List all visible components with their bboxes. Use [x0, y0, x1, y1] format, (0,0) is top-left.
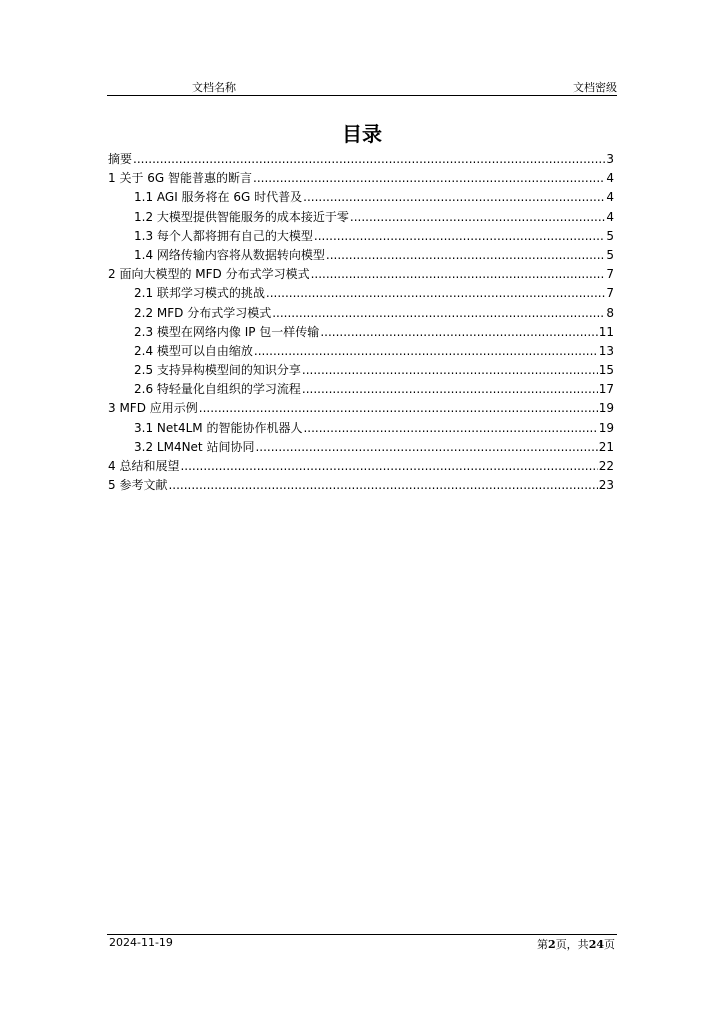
toc-title: 目录 — [342, 122, 382, 146]
toc-entry[interactable] — [108, 380, 614, 399]
toc-entry-page-number: 8 — [606, 305, 614, 320]
footer-page-mid: 页，共 — [555, 938, 589, 951]
toc-entry-label: 3.2 LM4Net 站间协同 — [134, 439, 255, 454]
toc-dot-leader — [314, 227, 605, 246]
toc-entry-label: 3.1 Net4LM 的智能协作机器人 — [134, 420, 303, 435]
toc-entry-label: 摘要 — [108, 152, 133, 166]
toc-entry-page-number: 5 — [606, 228, 614, 243]
toc-entry-page-number: 21 — [598, 439, 614, 454]
toc-entry[interactable] — [108, 361, 614, 380]
table-of-contents — [108, 150, 614, 495]
toc-entry[interactable] — [108, 419, 614, 438]
toc-dot-leader — [133, 150, 605, 169]
toc-dot-leader — [326, 246, 605, 265]
toc-entry-page-number: 4 — [606, 190, 614, 205]
toc-entry-label: 2.4 模型可以自由缩放 — [134, 343, 253, 358]
toc-entry[interactable] — [108, 304, 614, 323]
toc-entry-label: 1.4 网络传输内容将从数据转向模型 — [134, 247, 325, 262]
toc-entry[interactable] — [108, 150, 614, 169]
toc-entry-label: 1.2 大模型提供智能服务的成本接近于零 — [134, 209, 349, 224]
toc-entry[interactable] — [108, 227, 614, 246]
toc-entry[interactable] — [108, 323, 614, 342]
toc-entry-page-number: 5 — [606, 247, 614, 262]
toc-entry-page-number: 22 — [598, 459, 614, 473]
toc-entry-label: 4 总结和展望 — [108, 459, 180, 473]
toc-entry-label: 2.6 特轻量化自组织的学习流程 — [134, 382, 301, 397]
toc-entry[interactable] — [108, 246, 614, 265]
toc-entry-page-number: 4 — [606, 171, 614, 186]
toc-entry-label: 5 参考文献 — [108, 478, 168, 493]
toc-dot-leader — [253, 169, 605, 188]
toc-dot-leader — [168, 476, 597, 495]
toc-entry-page-number: 4 — [606, 209, 614, 224]
toc-dot-leader — [303, 419, 597, 438]
footer-page-prefix: 第 — [537, 938, 549, 951]
toc-dot-leader — [199, 399, 598, 418]
toc-entry-page-number: 7 — [606, 267, 614, 282]
toc-entry-label: 2.1 联邦学习模式的挑战 — [134, 286, 265, 301]
toc-dot-leader — [303, 188, 605, 207]
header-document-name: 文档名称 — [192, 81, 236, 94]
footer-page-suffix: 页 — [604, 938, 615, 951]
toc-entry-page-number: 13 — [598, 343, 614, 358]
toc-dot-leader — [302, 380, 598, 399]
toc-dot-leader — [311, 265, 606, 284]
toc-entry[interactable] — [108, 169, 614, 188]
toc-entry[interactable] — [108, 476, 614, 495]
toc-entry-page-number: 17 — [598, 382, 614, 397]
toc-dot-leader — [272, 304, 605, 323]
footer-current-page: 2 — [548, 938, 556, 951]
toc-entry-page-number: 23 — [598, 478, 614, 493]
toc-dot-leader — [266, 284, 605, 303]
header-classification: 文档密级 — [573, 81, 617, 94]
toc-dot-leader — [302, 361, 598, 380]
toc-entry[interactable] — [108, 342, 614, 361]
toc-entry[interactable] — [108, 188, 614, 207]
toc-dot-leader — [320, 323, 597, 342]
toc-dot-leader — [350, 208, 605, 227]
toc-entry-label: 2 面向大模型的 MFD 分布式学习模式 — [108, 267, 310, 282]
toc-dot-leader — [255, 438, 597, 457]
toc-entry[interactable] — [108, 208, 614, 227]
footer-date: 2024-11-19 — [109, 936, 173, 949]
toc-entry-label: 2.5 支持异构模型间的知识分享 — [134, 363, 301, 378]
page-footer — [107, 934, 617, 953]
toc-entry-label: 2.3 模型在网络内像 IP 包一样传输 — [134, 324, 320, 339]
footer-total-pages: 24 — [588, 938, 604, 951]
toc-entry-page-number: 19 — [598, 420, 614, 435]
page-header — [107, 79, 617, 96]
toc-entry-label: 1.1 AGI 服务将在 6G 时代普及 — [134, 190, 303, 205]
toc-entry-label: 1.3 每个人都将拥有自己的大模型 — [134, 228, 313, 243]
toc-entry-page-number: 15 — [598, 363, 614, 378]
toc-entry-label: 1 关于 6G 智能普惠的断言 — [108, 171, 253, 186]
toc-entry-page-number: 11 — [598, 324, 614, 339]
toc-entry[interactable] — [108, 457, 614, 476]
toc-dot-leader — [254, 342, 598, 361]
toc-entry[interactable] — [108, 284, 614, 303]
toc-entry-page-number: 19 — [598, 401, 614, 416]
toc-entry[interactable] — [108, 399, 614, 418]
toc-entry-page-number: 3 — [606, 152, 614, 166]
footer-page-number — [537, 936, 615, 952]
toc-entry[interactable] — [108, 265, 614, 284]
toc-entry[interactable] — [108, 438, 614, 457]
toc-entry-page-number: 7 — [606, 286, 614, 301]
toc-dot-leader — [180, 457, 597, 476]
toc-entry-label: 3 MFD 应用示例 — [108, 401, 198, 416]
toc-entry-label: 2.2 MFD 分布式学习模式 — [134, 305, 272, 320]
